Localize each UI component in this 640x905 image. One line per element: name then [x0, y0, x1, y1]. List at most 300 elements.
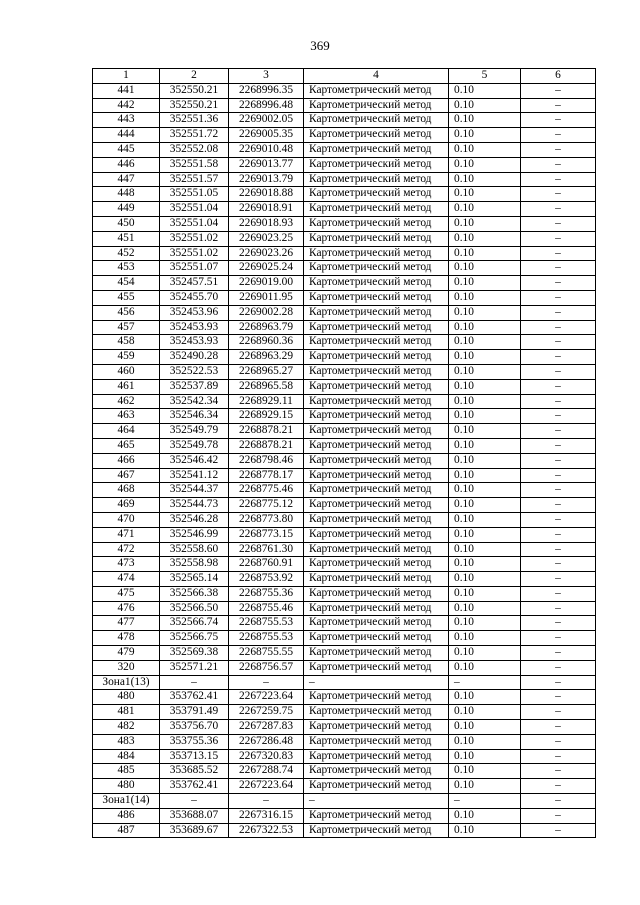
table-row	[93, 794, 596, 809]
note-cell: –	[521, 290, 596, 305]
point-number-cell: 442	[93, 98, 160, 113]
y-coordinate-cell: 2269013.79	[229, 172, 304, 187]
accuracy-cell: 0.10	[449, 468, 521, 483]
header-col-2: 2	[160, 69, 229, 84]
method-cell: Картометрический метод	[304, 246, 449, 261]
table-row	[93, 216, 596, 231]
table-row	[93, 616, 596, 631]
table-row	[93, 290, 596, 305]
table-row	[93, 468, 596, 483]
note-cell: –	[521, 453, 596, 468]
method-cell: Картометрический метод	[304, 453, 449, 468]
point-number-cell: 473	[93, 557, 160, 572]
header-col-1: 1	[93, 69, 160, 84]
header-col-6: 6	[521, 69, 596, 84]
table-row	[93, 808, 596, 823]
accuracy-cell: 0.10	[449, 631, 521, 646]
table-row	[93, 83, 596, 98]
table-row	[93, 409, 596, 424]
note-cell: –	[521, 394, 596, 409]
method-cell: Картометрический метод	[304, 409, 449, 424]
accuracy-cell: 0.10	[449, 409, 521, 424]
note-cell: –	[521, 128, 596, 143]
table-row	[93, 734, 596, 749]
accuracy-cell: 0.10	[449, 779, 521, 794]
accuracy-cell: 0.10	[449, 690, 521, 705]
x-coordinate-cell: 353689.67	[160, 823, 229, 838]
note-cell: –	[521, 320, 596, 335]
table-row	[93, 379, 596, 394]
point-number-cell: 475	[93, 586, 160, 601]
y-coordinate-cell: 2268755.46	[229, 601, 304, 616]
y-coordinate-cell: 2268963.79	[229, 320, 304, 335]
table-row	[93, 335, 596, 350]
point-number-cell: 445	[93, 142, 160, 157]
point-number-cell: 467	[93, 468, 160, 483]
y-coordinate-cell: 2268755.36	[229, 586, 304, 601]
method-cell: Картометрический метод	[304, 749, 449, 764]
point-number-cell: 466	[93, 453, 160, 468]
method-cell: Картометрический метод	[304, 690, 449, 705]
note-cell: –	[521, 586, 596, 601]
table-header	[93, 69, 596, 84]
method-cell: Картометрический метод	[304, 202, 449, 217]
x-coordinate-cell: 352542.34	[160, 394, 229, 409]
method-cell: Картометрический метод	[304, 601, 449, 616]
note-cell: –	[521, 527, 596, 542]
note-cell: –	[521, 557, 596, 572]
point-number-cell: 478	[93, 631, 160, 646]
y-coordinate-cell: 2268798.46	[229, 453, 304, 468]
point-number-cell: 462	[93, 394, 160, 409]
table-row	[93, 749, 596, 764]
note-cell: –	[521, 734, 596, 749]
note-cell: –	[521, 409, 596, 424]
point-number-cell: 464	[93, 424, 160, 439]
x-coordinate-cell: 352453.93	[160, 335, 229, 350]
note-cell: –	[521, 779, 596, 794]
x-coordinate-cell: 353791.49	[160, 705, 229, 720]
x-coordinate-cell: 353762.41	[160, 779, 229, 794]
note-cell: –	[521, 438, 596, 453]
note-cell: –	[521, 720, 596, 735]
table-row	[93, 364, 596, 379]
accuracy-cell: 0.10	[449, 142, 521, 157]
point-number-cell: 474	[93, 572, 160, 587]
table-row	[93, 453, 596, 468]
y-coordinate-cell: 2269010.48	[229, 142, 304, 157]
accuracy-cell: 0.10	[449, 764, 521, 779]
point-number-cell: 482	[93, 720, 160, 735]
y-coordinate-cell: 2269005.35	[229, 128, 304, 143]
method-cell: Картометрический метод	[304, 616, 449, 631]
accuracy-cell: 0.10	[449, 660, 521, 675]
y-coordinate-cell: 2268965.27	[229, 364, 304, 379]
x-coordinate-cell: 352541.12	[160, 468, 229, 483]
method-cell: Картометрический метод	[304, 631, 449, 646]
x-coordinate-cell: 352544.37	[160, 483, 229, 498]
table-row	[93, 276, 596, 291]
accuracy-cell: 0.10	[449, 202, 521, 217]
method-cell: Картометрический метод	[304, 379, 449, 394]
point-number-cell: 450	[93, 216, 160, 231]
header-row	[93, 69, 596, 84]
note-cell: –	[521, 424, 596, 439]
x-coordinate-cell: 353756.70	[160, 720, 229, 735]
table-row	[93, 498, 596, 513]
point-number-cell: 446	[93, 157, 160, 172]
y-coordinate-cell: 2268761.30	[229, 542, 304, 557]
x-coordinate-cell: 352546.34	[160, 409, 229, 424]
accuracy-cell: 0.10	[449, 512, 521, 527]
note-cell: –	[521, 616, 596, 631]
method-cell: Картометрический метод	[304, 483, 449, 498]
table-row	[93, 202, 596, 217]
method-cell: Картометрический метод	[304, 734, 449, 749]
y-coordinate-cell: 2268929.11	[229, 394, 304, 409]
note-cell: –	[521, 631, 596, 646]
x-coordinate-cell: 352549.78	[160, 438, 229, 453]
point-number-cell: 480	[93, 779, 160, 794]
y-coordinate-cell: 2267287.83	[229, 720, 304, 735]
accuracy-cell: 0.10	[449, 542, 521, 557]
method-cell: Картометрический метод	[304, 261, 449, 276]
point-number-cell: 453	[93, 261, 160, 276]
method-cell: Картометрический метод	[304, 823, 449, 838]
x-coordinate-cell: 352550.21	[160, 83, 229, 98]
point-number-cell: 486	[93, 808, 160, 823]
note-cell: –	[521, 660, 596, 675]
x-coordinate-cell: 352552.08	[160, 142, 229, 157]
accuracy-cell: 0.10	[449, 438, 521, 453]
accuracy-cell: 0.10	[449, 216, 521, 231]
note-cell: –	[521, 379, 596, 394]
accuracy-cell: 0.10	[449, 527, 521, 542]
method-cell: Картометрический метод	[304, 705, 449, 720]
table-row	[93, 675, 596, 690]
x-coordinate-cell: –	[160, 794, 229, 809]
y-coordinate-cell: 2267316.15	[229, 808, 304, 823]
accuracy-cell: 0.10	[449, 808, 521, 823]
point-number-cell: 465	[93, 438, 160, 453]
accuracy-cell: 0.10	[449, 453, 521, 468]
method-cell: Картометрический метод	[304, 305, 449, 320]
x-coordinate-cell: 352569.38	[160, 646, 229, 661]
y-coordinate-cell: 2268778.17	[229, 468, 304, 483]
y-coordinate-cell: 2269011.95	[229, 290, 304, 305]
header-col-4: 4	[304, 69, 449, 84]
accuracy-cell: 0.10	[449, 557, 521, 572]
table-row	[93, 705, 596, 720]
accuracy-cell: 0.10	[449, 586, 521, 601]
method-cell: Картометрический метод	[304, 320, 449, 335]
x-coordinate-cell: 352551.36	[160, 113, 229, 128]
x-coordinate-cell: 352566.75	[160, 631, 229, 646]
point-number-cell: 449	[93, 202, 160, 217]
method-cell: Картометрический метод	[304, 172, 449, 187]
table-row	[93, 542, 596, 557]
point-number-cell: 481	[93, 705, 160, 720]
header-col-3: 3	[229, 69, 304, 84]
note-cell: –	[521, 823, 596, 838]
x-coordinate-cell: 352551.04	[160, 202, 229, 217]
y-coordinate-cell: 2268965.58	[229, 379, 304, 394]
x-coordinate-cell: 353713.15	[160, 749, 229, 764]
y-coordinate-cell: 2269023.25	[229, 231, 304, 246]
table-row	[93, 394, 596, 409]
table-row	[93, 720, 596, 735]
note-cell: –	[521, 305, 596, 320]
y-coordinate-cell: 2268878.21	[229, 424, 304, 439]
x-coordinate-cell: 352551.02	[160, 246, 229, 261]
y-coordinate-cell: 2268755.53	[229, 616, 304, 631]
accuracy-cell: 0.10	[449, 734, 521, 749]
point-number-cell: 459	[93, 350, 160, 365]
y-coordinate-cell: 2267259.75	[229, 705, 304, 720]
method-cell: Картометрический метод	[304, 512, 449, 527]
x-coordinate-cell: 352551.72	[160, 128, 229, 143]
y-coordinate-cell: –	[229, 675, 304, 690]
accuracy-cell: 0.10	[449, 172, 521, 187]
x-coordinate-cell: 353685.52	[160, 764, 229, 779]
table-row	[93, 764, 596, 779]
point-number-cell: 458	[93, 335, 160, 350]
y-coordinate-cell: 2269023.26	[229, 246, 304, 261]
accuracy-cell: 0.10	[449, 157, 521, 172]
method-cell: Картометрический метод	[304, 142, 449, 157]
note-cell: –	[521, 808, 596, 823]
point-number-cell: 443	[93, 113, 160, 128]
accuracy-cell: 0.10	[449, 646, 521, 661]
y-coordinate-cell: 2269025.24	[229, 261, 304, 276]
accuracy-cell: 0.10	[449, 231, 521, 246]
table-row	[93, 512, 596, 527]
x-coordinate-cell: 353762.41	[160, 690, 229, 705]
table-row	[93, 646, 596, 661]
method-cell: Картометрический метод	[304, 557, 449, 572]
point-number-cell: 441	[93, 83, 160, 98]
accuracy-cell: 0.10	[449, 335, 521, 350]
x-coordinate-cell: 352546.99	[160, 527, 229, 542]
note-cell: –	[521, 364, 596, 379]
point-number-cell: 456	[93, 305, 160, 320]
point-number-cell: 469	[93, 498, 160, 513]
point-number-cell: 468	[93, 483, 160, 498]
table-row	[93, 690, 596, 705]
x-coordinate-cell: 352551.02	[160, 231, 229, 246]
accuracy-cell: 0.10	[449, 483, 521, 498]
method-cell: Картометрический метод	[304, 468, 449, 483]
point-number-cell: 320	[93, 660, 160, 675]
method-cell: Картометрический метод	[304, 290, 449, 305]
note-cell: –	[521, 142, 596, 157]
method-cell: Картометрический метод	[304, 720, 449, 735]
note-cell: –	[521, 335, 596, 350]
header-col-5: 5	[449, 69, 521, 84]
table-row	[93, 187, 596, 202]
note-cell: –	[521, 705, 596, 720]
y-coordinate-cell: 2269018.88	[229, 187, 304, 202]
note-cell: –	[521, 202, 596, 217]
point-number-cell: 460	[93, 364, 160, 379]
y-coordinate-cell: –	[229, 794, 304, 809]
y-coordinate-cell: 2267320.83	[229, 749, 304, 764]
table-row	[93, 601, 596, 616]
table-row	[93, 128, 596, 143]
note-cell: –	[521, 794, 596, 809]
accuracy-cell: 0.10	[449, 720, 521, 735]
table-row	[93, 246, 596, 261]
note-cell: –	[521, 98, 596, 113]
accuracy-cell: 0.10	[449, 276, 521, 291]
x-coordinate-cell: 352537.89	[160, 379, 229, 394]
table-row	[93, 424, 596, 439]
table-row	[93, 823, 596, 838]
x-coordinate-cell: 352565.14	[160, 572, 229, 587]
note-cell: –	[521, 157, 596, 172]
accuracy-cell: 0.10	[449, 705, 521, 720]
table-row	[93, 261, 596, 276]
accuracy-cell: 0.10	[449, 261, 521, 276]
point-number-cell: 484	[93, 749, 160, 764]
table-row	[93, 438, 596, 453]
y-coordinate-cell: 2268760.91	[229, 557, 304, 572]
y-coordinate-cell: 2269018.93	[229, 216, 304, 231]
x-coordinate-cell: 352566.74	[160, 616, 229, 631]
point-number-cell: 470	[93, 512, 160, 527]
method-cell: Картометрический метод	[304, 394, 449, 409]
point-number-cell: 452	[93, 246, 160, 261]
y-coordinate-cell: 2268753.92	[229, 572, 304, 587]
method-cell: Картометрический метод	[304, 216, 449, 231]
x-coordinate-cell: –	[160, 675, 229, 690]
table-body	[93, 83, 596, 838]
note-cell: –	[521, 261, 596, 276]
table-row	[93, 157, 596, 172]
point-number-cell: 476	[93, 601, 160, 616]
note-cell: –	[521, 172, 596, 187]
note-cell: –	[521, 113, 596, 128]
x-coordinate-cell: 352566.50	[160, 601, 229, 616]
point-number-cell: Зона1(13)	[93, 675, 160, 690]
table-row	[93, 557, 596, 572]
accuracy-cell: 0.10	[449, 572, 521, 587]
method-cell: Картометрический метод	[304, 98, 449, 113]
y-coordinate-cell: 2268929.15	[229, 409, 304, 424]
y-coordinate-cell: 2269019.00	[229, 276, 304, 291]
note-cell: –	[521, 83, 596, 98]
coordinates-table	[92, 68, 596, 838]
method-cell: Картометрический метод	[304, 586, 449, 601]
accuracy-cell: 0.10	[449, 187, 521, 202]
point-number-cell: 461	[93, 379, 160, 394]
note-cell: –	[521, 601, 596, 616]
accuracy-cell: 0.10	[449, 364, 521, 379]
accuracy-cell: 0.10	[449, 305, 521, 320]
point-number-cell: 451	[93, 231, 160, 246]
point-number-cell: 480	[93, 690, 160, 705]
y-coordinate-cell: 2268755.55	[229, 646, 304, 661]
note-cell: –	[521, 231, 596, 246]
point-number-cell: 479	[93, 646, 160, 661]
point-number-cell: 472	[93, 542, 160, 557]
point-number-cell: 483	[93, 734, 160, 749]
method-cell: Картометрический метод	[304, 276, 449, 291]
y-coordinate-cell: 2268878.21	[229, 438, 304, 453]
x-coordinate-cell: 352546.42	[160, 453, 229, 468]
point-number-cell: 487	[93, 823, 160, 838]
x-coordinate-cell: 352558.60	[160, 542, 229, 557]
accuracy-cell: 0.10	[449, 498, 521, 513]
accuracy-cell: 0.10	[449, 394, 521, 409]
x-coordinate-cell: 352546.28	[160, 512, 229, 527]
y-coordinate-cell: 2267223.64	[229, 779, 304, 794]
accuracy-cell: 0.10	[449, 601, 521, 616]
accuracy-cell: 0.10	[449, 290, 521, 305]
y-coordinate-cell: 2268960.36	[229, 335, 304, 350]
table-row	[93, 572, 596, 587]
x-coordinate-cell: 352551.05	[160, 187, 229, 202]
point-number-cell: 463	[93, 409, 160, 424]
note-cell: –	[521, 690, 596, 705]
point-number-cell: 448	[93, 187, 160, 202]
y-coordinate-cell: 2268773.80	[229, 512, 304, 527]
table-row	[93, 631, 596, 646]
y-coordinate-cell: 2268756.57	[229, 660, 304, 675]
x-coordinate-cell: 352558.98	[160, 557, 229, 572]
x-coordinate-cell: 352549.79	[160, 424, 229, 439]
table-row	[93, 483, 596, 498]
accuracy-cell: 0.10	[449, 98, 521, 113]
method-cell: Картометрический метод	[304, 350, 449, 365]
note-cell: –	[521, 512, 596, 527]
accuracy-cell: 0.10	[449, 83, 521, 98]
method-cell: Картометрический метод	[304, 83, 449, 98]
method-cell: Картометрический метод	[304, 660, 449, 675]
note-cell: –	[521, 542, 596, 557]
method-cell: Картометрический метод	[304, 113, 449, 128]
y-coordinate-cell: 2268755.53	[229, 631, 304, 646]
x-coordinate-cell: 352544.73	[160, 498, 229, 513]
accuracy-cell: 0.10	[449, 749, 521, 764]
table-row	[93, 98, 596, 113]
table-row	[93, 660, 596, 675]
y-coordinate-cell: 2267223.64	[229, 690, 304, 705]
method-cell: Картометрический метод	[304, 424, 449, 439]
method-cell: Картометрический метод	[304, 335, 449, 350]
y-coordinate-cell: 2269002.05	[229, 113, 304, 128]
x-coordinate-cell: 352522.53	[160, 364, 229, 379]
point-number-cell: 471	[93, 527, 160, 542]
method-cell: Картометрический метод	[304, 764, 449, 779]
x-coordinate-cell: 352571.21	[160, 660, 229, 675]
point-number-cell: 457	[93, 320, 160, 335]
accuracy-cell: 0.10	[449, 379, 521, 394]
method-cell: Картометрический метод	[304, 572, 449, 587]
point-number-cell: 454	[93, 276, 160, 291]
table-row	[93, 231, 596, 246]
y-coordinate-cell: 2268775.46	[229, 483, 304, 498]
note-cell: –	[521, 572, 596, 587]
method-cell: Картометрический метод	[304, 187, 449, 202]
x-coordinate-cell: 353755.36	[160, 734, 229, 749]
note-cell: –	[521, 675, 596, 690]
accuracy-cell: 0.10	[449, 113, 521, 128]
accuracy-cell: 0.10	[449, 128, 521, 143]
point-number-cell: 455	[93, 290, 160, 305]
y-coordinate-cell: 2267286.48	[229, 734, 304, 749]
x-coordinate-cell: 352551.07	[160, 261, 229, 276]
